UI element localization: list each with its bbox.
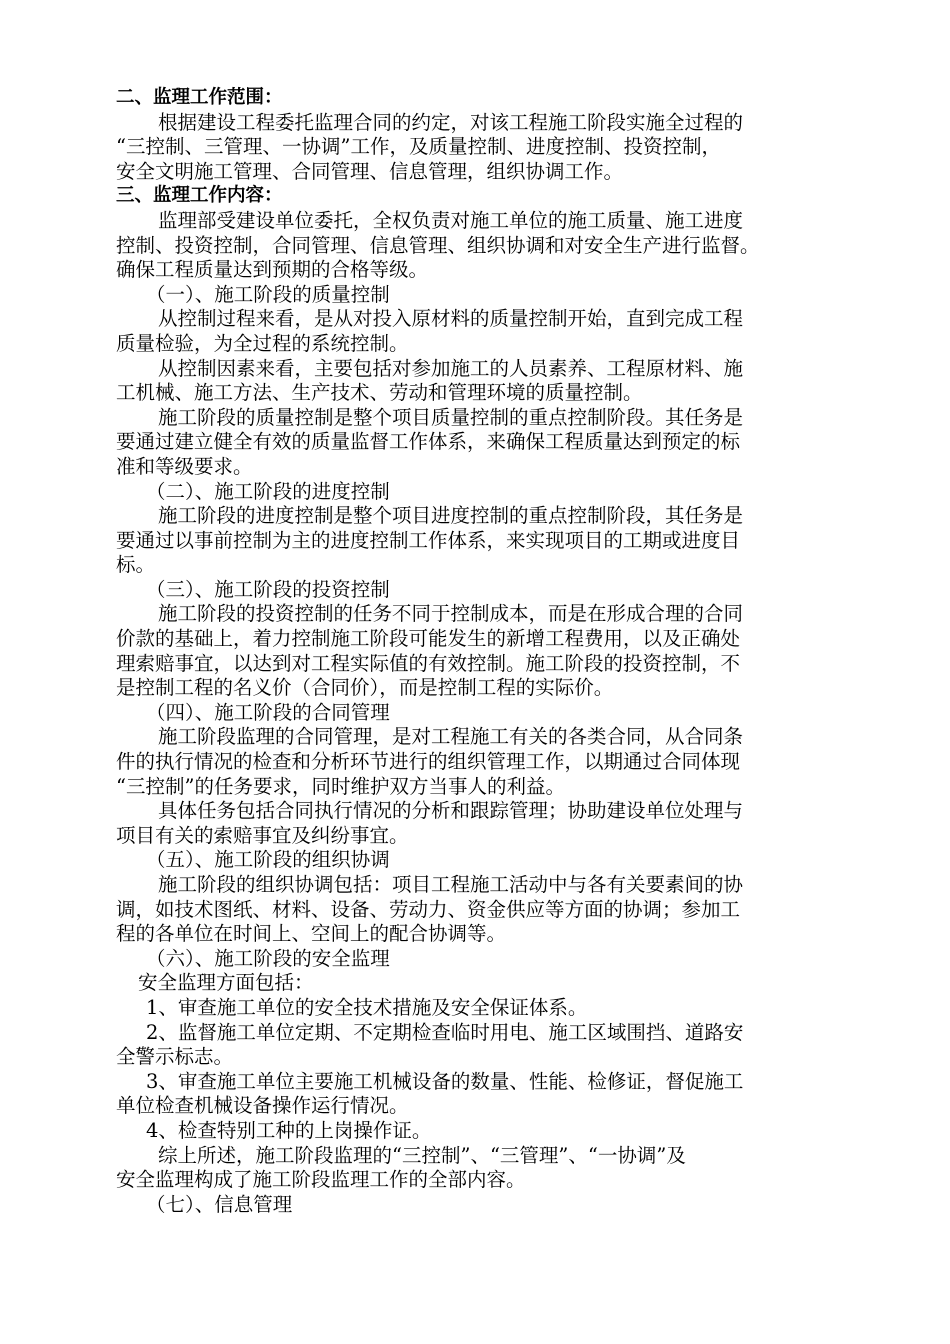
paragraph-line: 单位检查机械设备操作运行情况。 (116, 1094, 409, 1118)
paragraph-line: （五）、施工阶段的组织协调 (146, 848, 390, 872)
paragraph-line: 质量检验，为全过程的系统控制。 (116, 331, 409, 355)
paragraph-line: 具体任务包括合同执行情况的分析和跟踪管理；协助建设单位处理与 (158, 799, 744, 823)
paragraph-line: 价款的基础上，着力控制施工阶段可能发生的新增工程费用，以及正确处 (116, 627, 741, 651)
paragraph-line: （三）、施工阶段的投资控制 (146, 577, 390, 601)
section-heading: 三、监理工作内容： (116, 185, 283, 207)
section-heading: 二、监理工作范围： (116, 87, 283, 108)
paragraph-line: 2、监督施工单位定期、不定期检查临时用电、施工区域围挡、道路安 (146, 1020, 744, 1044)
paragraph-line: 施工阶段的质量控制是整个项目质量控制的重点控制阶段。其任务是 (158, 405, 744, 429)
paragraph-line: 3、审查施工单位主要施工机械设备的数量、性能、检修证，督促施工 (146, 1069, 744, 1093)
paragraph-line: 是控制工程的名义价（合同价），而是控制工程的实际价。 (116, 676, 614, 700)
paragraph-line: （四）、施工阶段的合同管理 (146, 700, 390, 724)
paragraph-line: 项目有关的索赔事宜及纠纷事宜。 (116, 823, 409, 847)
paragraph-line: 施工阶段的组织协调包括：项目工程施工活动中与各有关要素间的协 (158, 873, 744, 896)
paragraph-line: 1、审查施工单位的安全技术措施及安全保证体系。 (146, 995, 588, 1019)
paragraph-line: “三控制”的任务要求，同时维护双方当事人的利益。 (116, 774, 565, 798)
paragraph-line: 施工阶段的投资控制的任务不同于控制成本，而是在形成合理的合同 (158, 602, 744, 626)
paragraph-line: 监理部受建设单位委托，全权负责对施工单位的施工质量、施工进度 (158, 208, 744, 232)
paragraph-line: 确保工程质量达到预期的合格等级。 (116, 258, 429, 282)
paragraph-line: 件的执行情况的检查和分析环节进行的组织管理工作，以期通过合同体现 (116, 750, 741, 774)
paragraph-line: 根据建设工程委托监理合同的约定，对该工程施工阶段实施全过程的 (158, 110, 744, 134)
paragraph-line: （一）、施工阶段的质量控制 (146, 282, 390, 306)
paragraph-line: 施工阶段监理的合同管理，是对工程施工有关的各类合同，从合同条 (158, 725, 744, 749)
paragraph-line: 安全监理方面包括： (138, 971, 314, 995)
paragraph-line: 控制、投资控制，合同管理、信息管理、组织协调和对安全生产进行监督。 (116, 233, 760, 257)
paragraph-line: 安全文明施工管理、合同管理、信息管理，组织协调工作。 (116, 159, 624, 183)
paragraph-line: （六）、施工阶段的安全监理 (146, 946, 390, 970)
paragraph-line: （七）、信息管理 (146, 1192, 293, 1216)
paragraph-line: 从控制过程来看，是从对投入原材料的质量控制开始，直到完成工程 (158, 307, 744, 331)
paragraph-line: 综上所述，施工阶段监理的“三控制”、“三管理”、“一协调”及 (158, 1143, 686, 1167)
paragraph-line: 施工阶段的进度控制是整个项目进度控制的重点控制阶段，其任务是 (158, 504, 744, 528)
paragraph-line: “三控制、三管理、一协调”工作，及质量控制、进度控制、投资控制， (116, 135, 721, 159)
paragraph-line: 要通过建立健全有效的质量监督工作体系，来确保工程质量达到预定的标 (116, 430, 741, 454)
paragraph-line: 程的各单位在时间上、空间上的配合协调等。 (116, 922, 507, 946)
paragraph-line: 全警示标志。 (116, 1045, 234, 1069)
paragraph-line: 理索赔事宜，以达到对工程实际值的有效控制。施工阶段的投资控制，不 (116, 651, 741, 675)
paragraph-line: （二）、施工阶段的进度控制 (146, 479, 390, 503)
paragraph-line: 工机械、施工方法、生产技术、劳动和管理环境的质量控制。 (116, 381, 643, 405)
document-page (116, 86, 860, 1217)
paragraph-line: 调，如技术图纸、材料、设备、劳动力、资金供应等方面的协调；参加工 (116, 897, 741, 921)
paragraph-line: 要通过以事前控制为主的进度控制工作体系，来实现项目的工期或进度目 (116, 528, 741, 552)
paragraph-line: 安全监理构成了施工阶段监理工作的全部内容。 (116, 1168, 526, 1192)
paragraph-line: 从控制因素来看，主要包括对参加施工的人员素养、工程原材料、施 (158, 356, 744, 380)
paragraph-line: 4、检查特别工种的上岗操作证。 (146, 1118, 432, 1142)
paragraph-line: 标。 (116, 553, 156, 577)
paragraph-line: 准和等级要求。 (116, 454, 253, 478)
